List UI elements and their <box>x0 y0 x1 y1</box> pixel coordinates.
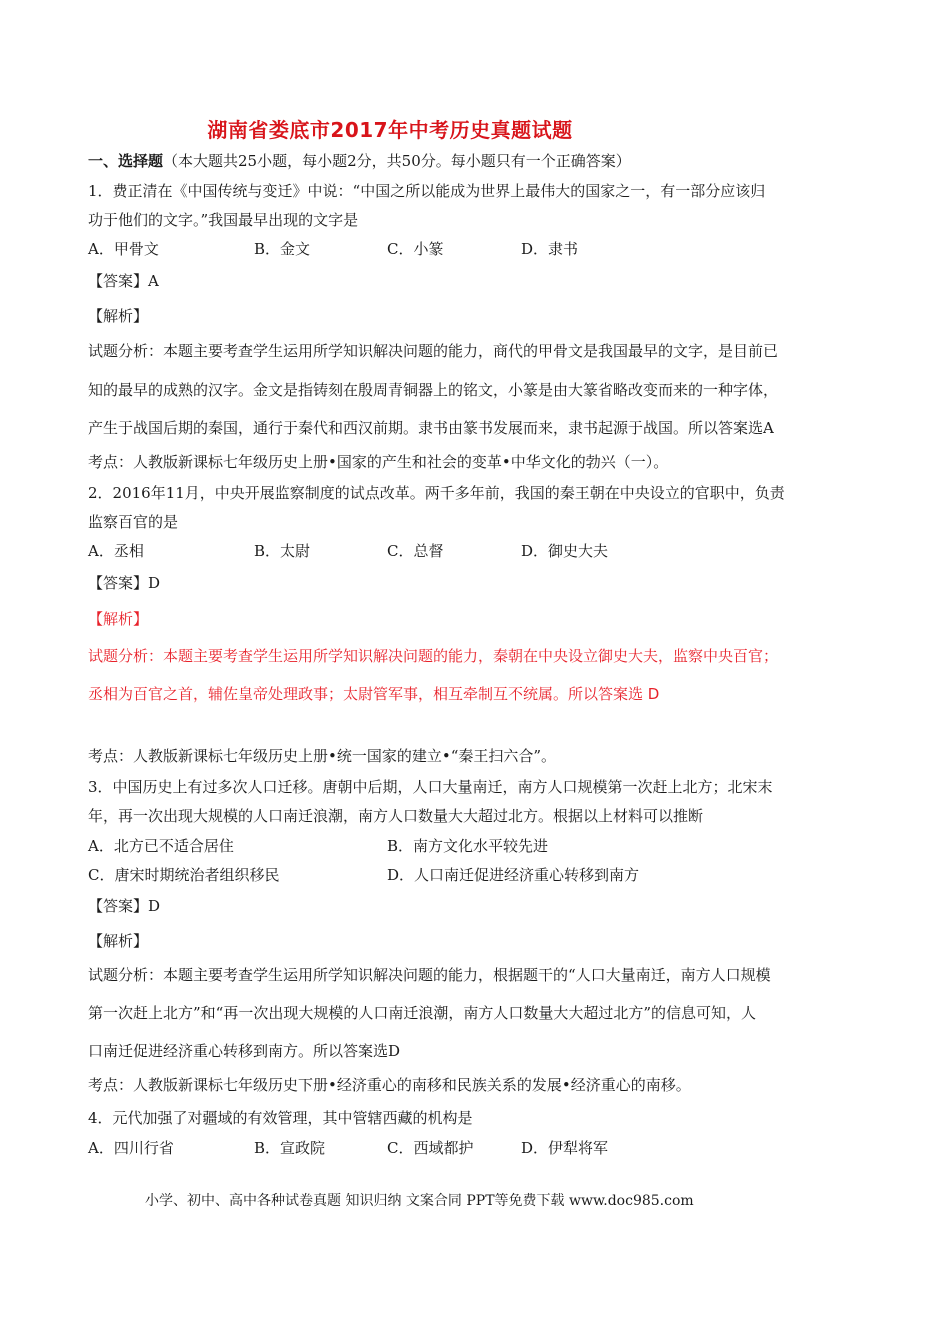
q2-option-b: B．太尉 <box>254 542 311 560</box>
section-title: 一、选择题 <box>88 152 164 170</box>
q3-option-d: D．人口南迁促进经济重心转移到南方 <box>387 866 640 884</box>
q3-option-c: C．唐宋时期统治者组织移民 <box>88 866 280 884</box>
q1-point: 考点：人教版新课标七年级历史上册•国家的产生和社会的变革•中华文化的勃兴（一）。 <box>88 453 669 471</box>
q2-option-d: D．御史大夫 <box>521 542 609 560</box>
q2-analysis-label: 【解析】 <box>88 610 149 628</box>
q3-option-b: B．南方文化水平较先进 <box>387 837 549 855</box>
page-footer: 小学、初中、高中各种试卷真题 知识归纳 文案合同 PPT等免费下载 www.doc985.com <box>145 1193 694 1209</box>
q2-point: 考点：人教版新课标七年级历史上册•统一国家的建立•“秦王扫六合”。 <box>88 747 557 765</box>
q4-stem-line1: 4．元代加强了对疆域的有效管理，其中管辖西藏的机构是 <box>88 1109 473 1127</box>
q1-option-b: B．金文 <box>254 240 311 258</box>
q4-option-a: A．四川行省 <box>88 1139 174 1157</box>
section-heading <box>88 151 631 171</box>
q1-answer: 【答案】A <box>88 272 159 290</box>
q2-analysis-line1: 试题分析：本题主要考查学生运用所学知识解决问题的能力，秦朝在中央设立御史大夫，监察中央百官； <box>88 647 779 665</box>
q3-analysis-line1: 试题分析：本题主要考查学生运用所学知识解决问题的能力，根据题干的“人口大量南迁，南方人口规模 <box>88 966 771 984</box>
q3-analysis-label: 【解析】 <box>88 932 149 950</box>
q2-stem-line1: 2．2016年11月，中央开展监察制度的试点改革。两千多年前，我国的秦王朝在中央设立的官职中，负责 <box>88 484 785 502</box>
q1-analysis-line2: 知的最早的成熟的汉字。金文是指铸刻在殷周青铜器上的铭文，小篆是由大篆省略改变而来的一种字体， <box>88 381 779 399</box>
q3-stem-line2: 年，再一次出现大规模的人口南迁浪潮，南方人口数量大大超过北方。根据以上材料可以推断 <box>88 807 704 825</box>
q2-option-a: A．丞相 <box>88 542 144 560</box>
q3-analysis-line2: 第一次赶上北方”和“再一次出现大规模的人口南迁浪潮，南方人口数量大大超过北方”的信息可知，人 <box>88 1004 757 1022</box>
q1-analysis-line3: 产生于战国后期的秦国，通行于秦代和西汉前期。隶书由篆书发展而来，隶书起源于战国。所以答案选A <box>88 419 774 437</box>
q2-option-c: C．总督 <box>387 542 444 560</box>
q1-stem-line1: 1．费正清在《中国传统与变迁》中说：“中国之所以能成为世界上最伟大的国家之一，有一部分应该归 <box>88 182 766 200</box>
page-title: 湖南省娄底市2017年中考历史真题试题 <box>207 118 573 142</box>
q1-option-a: A．甲骨文 <box>88 240 159 258</box>
q4-option-b: B．宣政院 <box>254 1139 326 1157</box>
section-note: （本大题共25小题，每小题2分，共50分。每小题只有一个正确答案） <box>163 152 631 170</box>
q3-answer: 【答案】D <box>88 897 161 915</box>
q1-stem-line2: 功于他们的文字。”我国最早出现的文字是 <box>88 211 359 229</box>
q3-analysis-line3: 口南迁促进经济重心转移到南方。所以答案选D <box>88 1042 401 1060</box>
q2-answer: 【答案】D <box>88 574 161 592</box>
q3-stem-line1: 3．中国历史上有过多次人口迁移。唐朝中后期，人口大量南迁，南方人口规模第一次赶上北方；北宋末 <box>88 778 773 796</box>
q1-option-c: C．小篆 <box>387 240 444 258</box>
q3-option-a: A．北方已不适合居住 <box>88 837 234 855</box>
q4-option-d: D．伊犁将军 <box>521 1139 609 1157</box>
q1-analysis-line1: 试题分析：本题主要考查学生运用所学知识解决问题的能力，商代的甲骨文是我国最早的文字，是目前已 <box>88 342 779 360</box>
q1-analysis-label: 【解析】 <box>88 307 149 325</box>
q1-option-d: D．隶书 <box>521 240 579 258</box>
q3-point: 考点：人教版新课标七年级历史下册•经济重心的南移和民族关系的发展•经济重心的南移。 <box>88 1076 691 1094</box>
q4-option-c: C．西域都护 <box>387 1139 474 1157</box>
q2-stem-line2: 监察百官的是 <box>88 513 179 531</box>
q2-analysis-line2: 丞相为百官之首，辅佐皇帝处理政事；太尉管军事，相互牵制互不统属。所以答案选 D <box>88 685 660 703</box>
